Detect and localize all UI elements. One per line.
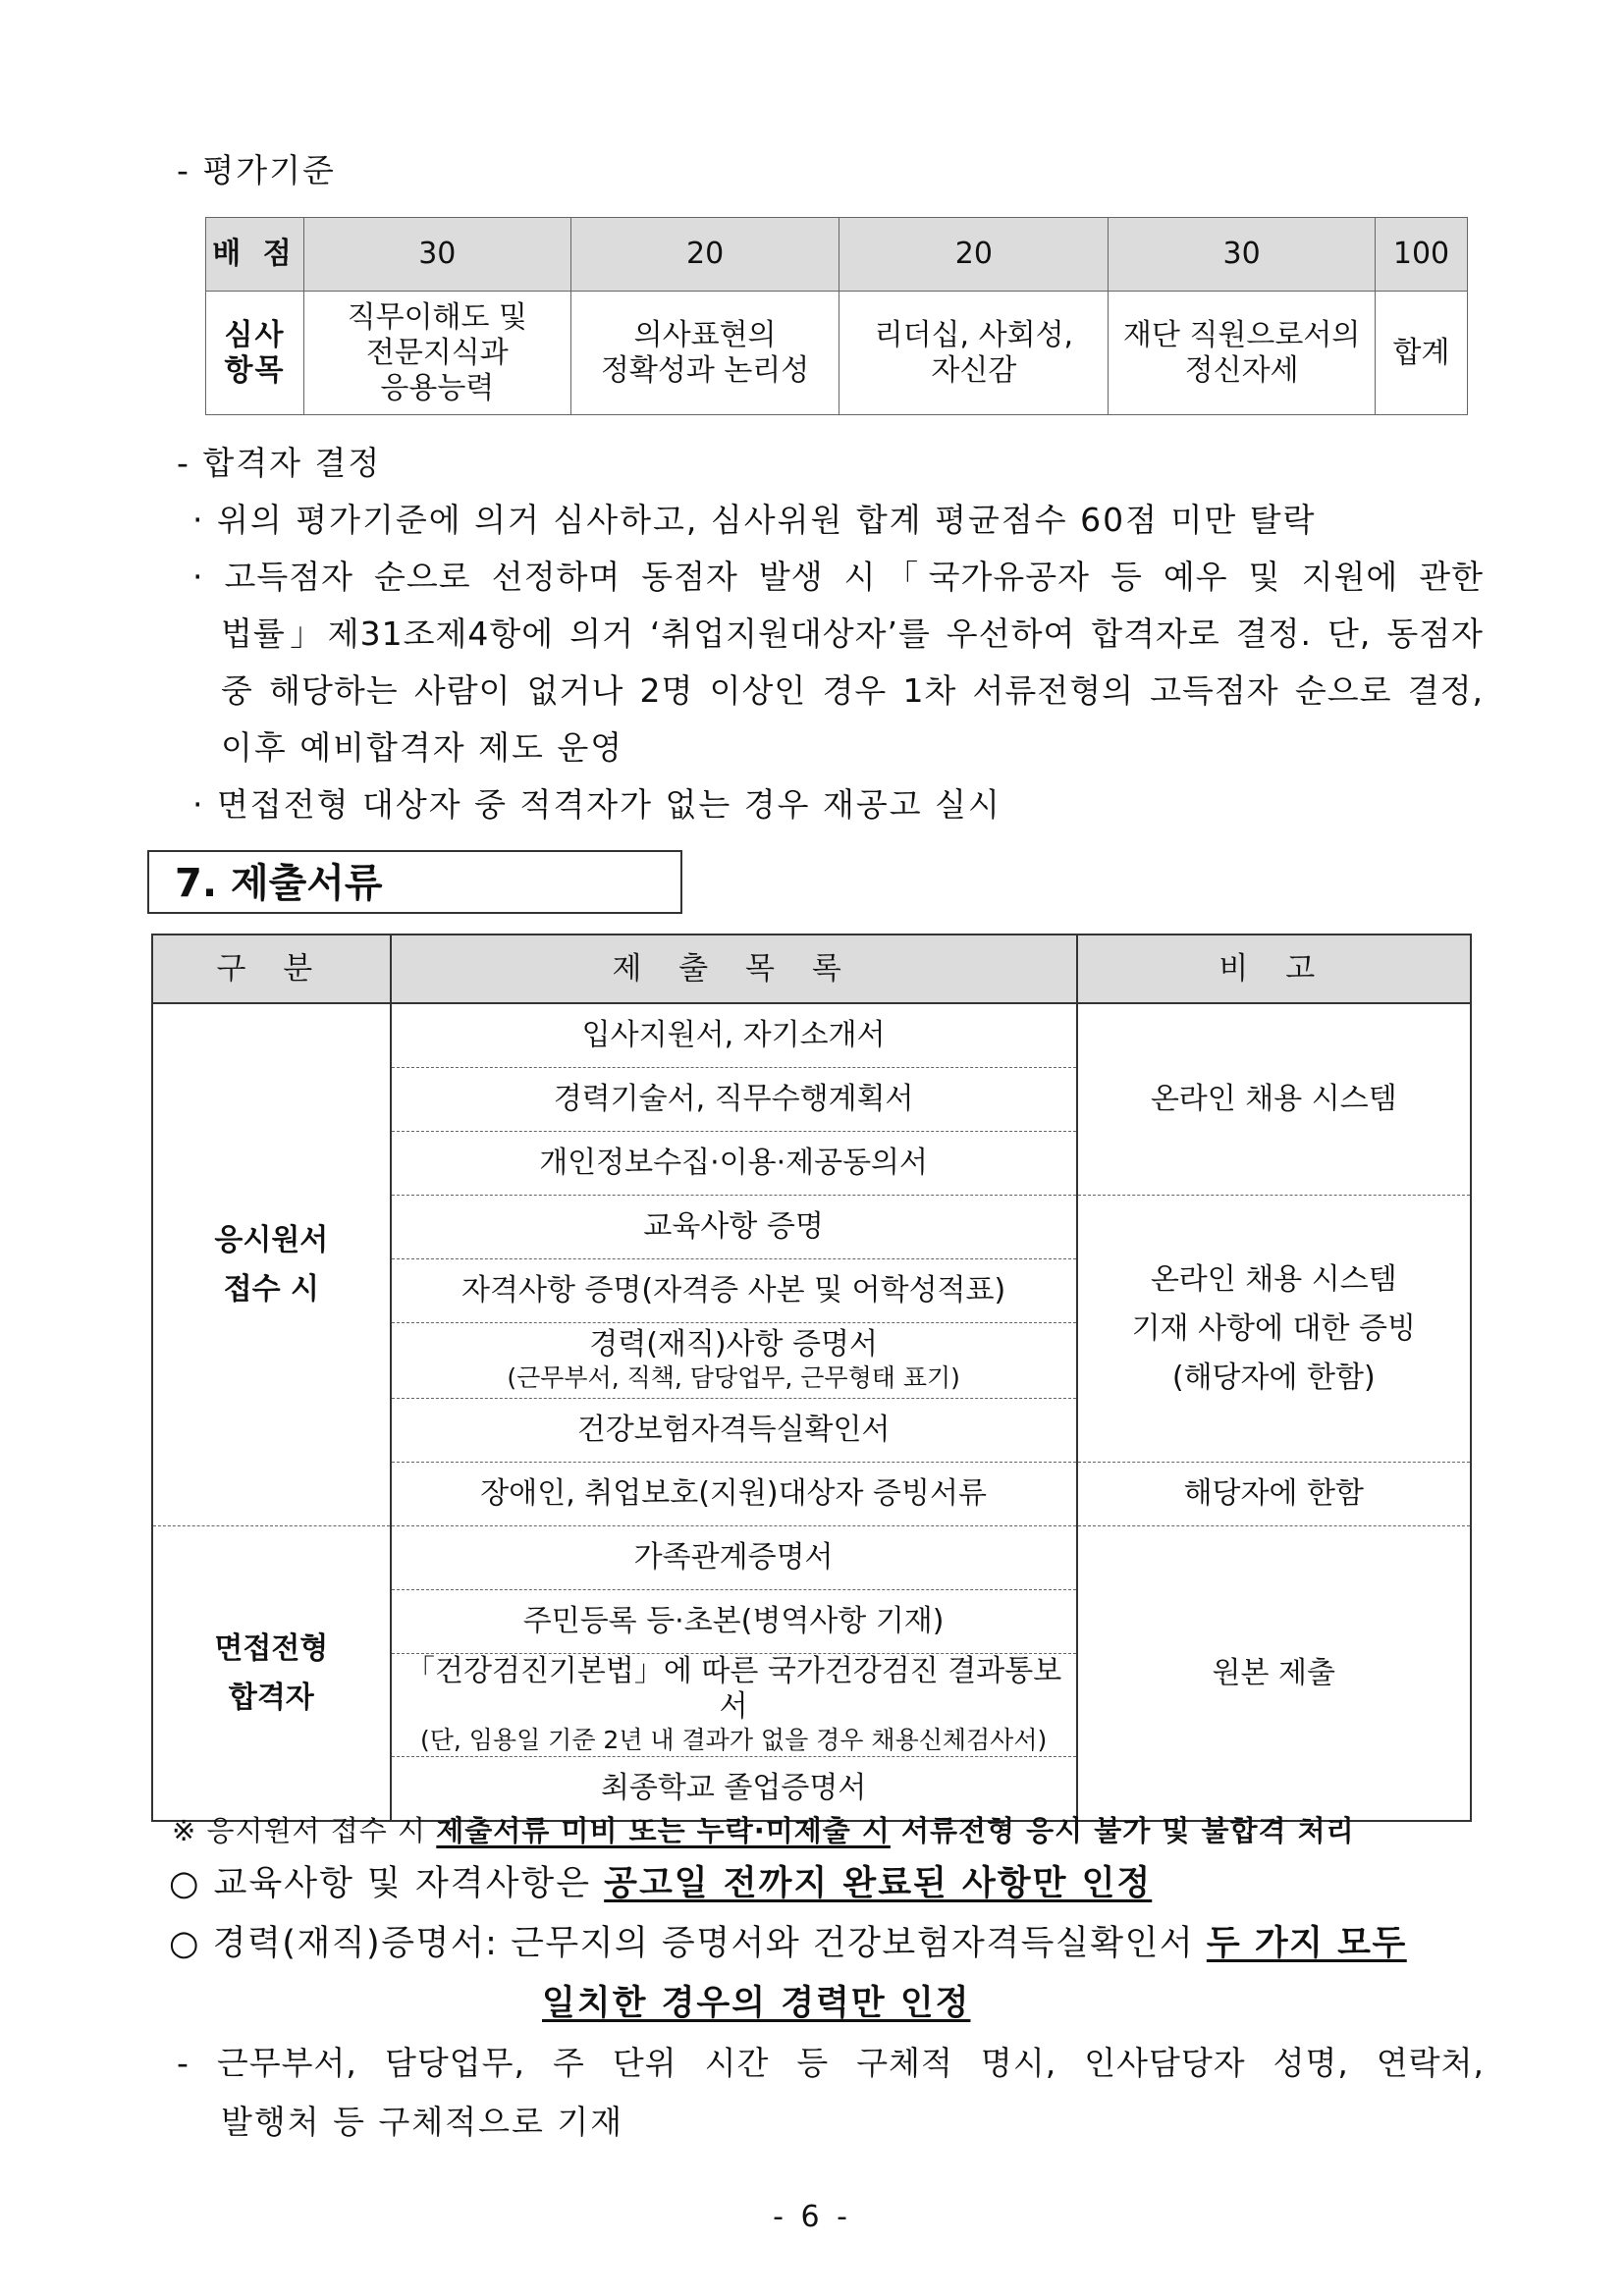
pass-decision-title: - 합격자 결정 [177,444,382,482]
group-label-line: 응시원서 [214,1222,329,1257]
eval-item-line: 재단 직원으로서의 [1122,317,1361,352]
header-category: 구 분 [152,934,391,1003]
doc-item-sub: (단, 임용일 기준 2년 내 결과가 없을 경우 채용신체검사서) [419,1726,1048,1754]
doc-item: 장애인, 취업보호(지원)대상자 증빙서류 [391,1463,1077,1526]
score-cell: 20 [570,218,839,292]
eval-item [1109,292,1376,415]
circle-note-1-emphasis: 공고일 전까지 완료된 사항만 인정 [604,1864,1153,1903]
doc-item: 개인정보수집·이용·제공동의서 [391,1132,1077,1196]
doc-item-main: 경력(재직)사항 증명서 [589,1327,878,1362]
doc-item: 주민등록 등·초본(병역사항 기재) [391,1590,1077,1654]
eval-item [303,292,570,415]
group-interview [152,1526,391,1822]
score-cell: 20 [839,218,1109,292]
score-cell: 100 [1376,218,1468,292]
section-title: 7. 제출서류 [175,861,383,906]
eval-item [839,292,1109,415]
documents-table [151,934,1472,1822]
group-application [152,1003,391,1526]
header-remarks: 비 고 [1077,934,1471,1003]
doc-item [391,1654,1077,1757]
doc-item: 경력기술서, 직무수행계획서 [391,1068,1077,1132]
eval-item [570,292,839,415]
doc-remark-line: (해당자에 한함) [1171,1360,1376,1395]
warning-suffix: 서류전형 응시 불가 및 불합격 처리 [890,1814,1355,1847]
doc-remark [1077,1196,1471,1463]
circle-note-2-text: ○ 경력(재직)증명서: 근무지의 증명서와 건강보험자격득실확인서 [169,1924,1207,1963]
doc-item: 건강보험자격득실확인서 [391,1399,1077,1463]
eval-item-line: 리더십, 사회성, [874,317,1074,352]
eval-criteria-title: - 평가기준 [177,151,336,189]
warning-emphasis: 제출서류 미비 또는 누락·미제출 시 [436,1814,891,1847]
eval-item-total: 합계 [1376,292,1468,415]
circle-note-2-line-2 [542,1982,970,2025]
doc-remark: 원본 제출 [1077,1526,1471,1822]
warning-note [172,1811,1355,1850]
eval-item-line: 의사표현의 [633,317,777,352]
group-label-line: 합격자 [228,1680,314,1715]
eval-item-line: 자신감 [931,352,1017,388]
circle-note-2-emphasis: 두 가지 모두 [1206,1924,1407,1963]
group-label-line: 접수 시 [223,1271,320,1307]
score-cell: 30 [303,218,570,292]
doc-item: 최종학교 졸업증명서 [391,1757,1077,1822]
circle-note-2 [169,1922,1407,1965]
doc-item [391,1323,1077,1399]
score-cell: 30 [1109,218,1376,292]
eval-item-line: 전문지식과 [365,335,509,370]
doc-remark-line: 온라인 채용 시스템 [1150,1261,1397,1297]
doc-item: 가족관계증명서 [391,1526,1077,1590]
doc-item: 교육사항 증명 [391,1196,1077,1259]
item-row-header [206,292,304,415]
doc-item-main: 「건강검진기본법」에 따른 국가건강검진 결과통보서 [406,1654,1062,1724]
dash-note-line-2: 발행처 등 구체적으로 기재 [221,2103,624,2141]
pass-bullet-2-line-3: 중 해당하는 사람이 없거나 2명 이상인 경우 1차 서류전형의 고득점자 순으로 결정, [221,671,1484,710]
doc-remark: 해당자에 한함 [1077,1463,1471,1526]
eval-item-line: 응용능력 [380,370,495,405]
doc-item-sub: (근무부서, 직책, 담당업무, 근무형태 표기) [507,1363,960,1392]
circle-note-2-emphasis-2: 일치한 경우의 경력만 인정 [542,1984,971,2023]
page-number: - 6 - [773,2200,851,2234]
header-items: 제 출 목 록 [391,934,1077,1003]
pass-bullet-2-line-4: 이후 예비합격자 제도 운영 [221,728,624,767]
group-label-line: 면접전형 [214,1630,329,1666]
pass-bullet-1: · 위의 평가기준에 의거 심사하고, 심사위원 합계 평균점수 60점 미만 탈락 [192,501,1317,539]
eval-item-line: 정확성과 논리성 [600,352,810,388]
doc-item: 입사지원서, 자기소개서 [391,1003,1077,1068]
score-row-header: 배 점 [206,218,304,292]
pass-bullet-2-line-2: 법률」제31조제4항에 의거 ‘취업지원대상자’를 우선하여 합격자로 결정. 단, 동점자 [221,614,1484,653]
dash-note-line-1: - 근무부서, 담당업무, 주 단위 시간 등 구체적 명시, 인사담당자 성명, 연락처, [177,2044,1485,2082]
item-row-header-line: 항목 [224,352,286,388]
eval-item-line: 직무이해도 및 [347,299,528,335]
circle-note-1 [169,1862,1152,1905]
pass-bullet-3: · 면접전형 대상자 중 적격자가 없는 경우 재공고 실시 [192,785,1001,824]
circle-note-1-text: ○ 교육사항 및 자격사항은 [169,1864,605,1903]
evaluation-table [205,217,1468,415]
warning-prefix: ※ 응시원서 접수 시 [172,1814,437,1847]
doc-remark: 온라인 채용 시스템 [1077,1003,1471,1196]
doc-remark-line: 기재 사항에 대한 증빙 [1131,1310,1416,1346]
item-row-header-line: 심사 [224,317,286,352]
eval-item-line: 정신자세 [1184,352,1299,388]
pass-bullet-2-line-1: · 고득점자 순으로 선정하며 동점자 발생 시「국가유공자 등 예우 및 지원에 관한 [192,558,1484,596]
section-heading-box [147,850,682,914]
doc-item: 자격사항 증명(자격증 사본 및 어학성적표) [391,1259,1077,1323]
